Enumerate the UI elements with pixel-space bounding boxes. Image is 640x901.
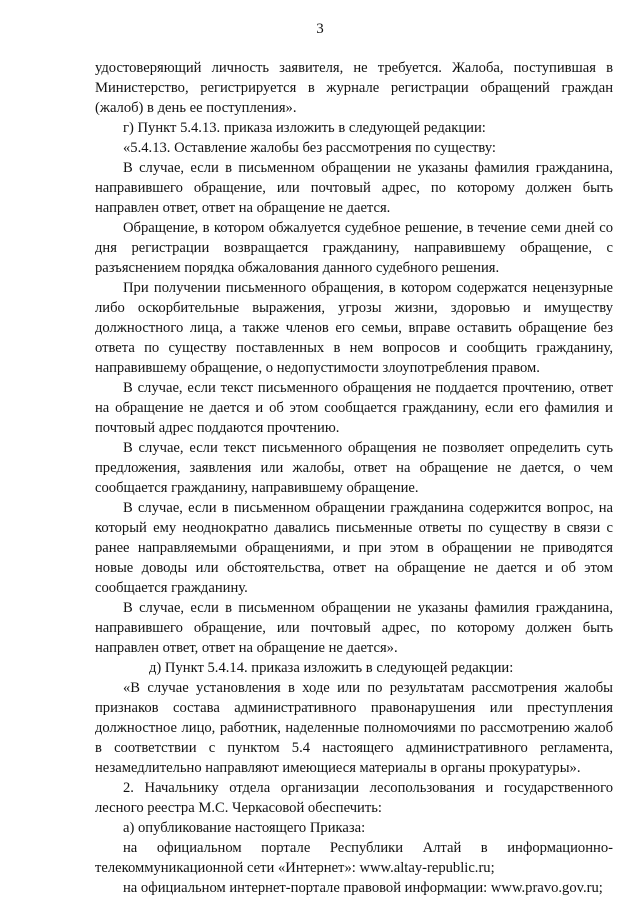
paragraph-item-a: а) опубликование настоящего Приказа: [123, 820, 366, 836]
page-number: 3 [316, 21, 324, 37]
paragraph-section-2: 2. Начальнику отдела организации лесопользования и государственного лесного реестра М.С. Черкасовой обеспечить: [95, 780, 613, 816]
paragraph-portal-pravo: на официальном интернет-портале правовой информации: www.pravo.gov.ru; [123, 880, 603, 896]
document-body [95, 58, 613, 898]
paragraph-continuation: удостоверяющий личность заявителя, не требуется. Жалоба, поступившая в Министерство, регистрируется в журнале регистрации обращений граждан (жалоб) в день ее поступления». [95, 60, 613, 116]
paragraph-no-surname: В случае, если в письменном обращении не указаны фамилия гражданина, направившего обращение, или почтовый адрес, по которому должен быть направлен ответ, ответ на обращение не дается. [95, 160, 613, 216]
paragraph-unclear-essence: В случае, если текст письменного обращения не позволяет определить суть предложения, заявления или жалобы, ответ на обращение не дается, о чем сообщается гражданину, направившему обращение. [95, 440, 613, 496]
paragraph-no-address: В случае, если в письменном обращении не указаны фамилия гражданина, направившего обращение, или почтовый адрес, по которому должен быть направлен ответ, ответ на обращение не дается». [95, 600, 613, 656]
paragraph-obscene-language: При получении письменного обращения, в котором содержатся нецензурные либо оскорбительные выражения, угрозы жизни, здоровью и имуществу должностного лица, а также членов его семьи, вправе оставить обращение без ответа по существу поставленных в нем вопросов и сообщить гражданину, направившему обращение, о недопустимости злоупотребления правом. [95, 280, 613, 376]
paragraph-5-4-13-title: «5.4.13. Оставление жалобы без рассмотрения по существу: [123, 140, 496, 156]
paragraph-court-decision: Обращение, в котором обжалуется судебное решение, в течение семи дней со дня регистрации возвращается гражданину, направившему обращение, с разъяснением порядка обжалования данного судебного решения. [95, 220, 613, 276]
paragraph-portal-altay: на официальном портале Республики Алтай в информационно-телекоммуникационной сети «Интернет»: www.altay-republic.ru; [95, 840, 613, 876]
paragraph-repeated-question: В случае, если в письменном обращении гражданина содержится вопрос, на который ему неоднократно давались письменные ответы по существу в связи с ранее направляемыми обращениями, и при этом в обращении не приводятся новые доводы или обстоятельства, ответ на обращение не дается и об этом сообщается гражданину. [95, 500, 613, 596]
paragraph-unreadable-text: В случае, если текст письменного обращения не поддается прочтению, ответ на обращение не дается и об этом сообщается гражданину, если его фамилия и почтовый адрес поддаются прочтению. [95, 380, 613, 436]
paragraph-item-g: г) Пункт 5.4.13. приказа изложить в следующей редакции: [123, 120, 486, 136]
paragraph-item-d: д) Пункт 5.4.14. приказа изложить в следующей редакции: [149, 660, 514, 676]
paragraph-5-4-14-text: «В случае установления в ходе или по результатам рассмотрения жалобы признаков состава административного правонарушения или преступления должностное лицо, работник, наделенные полномочиями по рассмотрению жалоб в соответствии с пунктом 5.4 настоящего административного регламента, незамедлительно направляют имеющиеся материалы в органы прокуратуры». [95, 680, 613, 776]
